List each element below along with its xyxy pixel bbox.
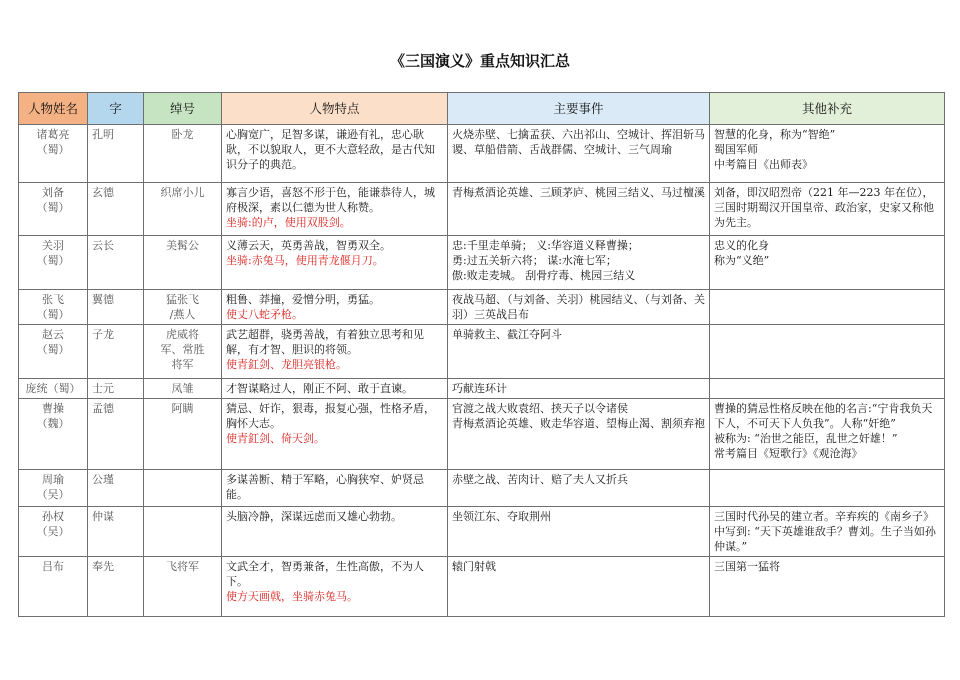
nickname: 飞将军: [166, 560, 199, 573]
cell-zi: [88, 507, 144, 557]
table-row: [19, 379, 945, 399]
event-text: 勇:过五关斩六将； 谋:水淹七军；: [452, 254, 617, 267]
weapon-note: 使青釭剑、倚天剑。: [226, 432, 325, 445]
cell-name: [19, 290, 88, 325]
cell-traits: [222, 507, 448, 557]
cell-zi: [88, 379, 144, 399]
nickname: 猛张飞: [166, 293, 199, 306]
table-row: [19, 183, 945, 236]
cell-other: [710, 470, 945, 507]
other-note: 三国第一猛将: [714, 560, 780, 573]
person-name: 孙权: [42, 510, 64, 523]
event-text: 忠:千里走单骑； 义:华容道义释曹操；: [452, 239, 639, 252]
cell-nickname: [144, 470, 222, 507]
other-note: 常考篇目《短歌行》《观沧海》: [714, 447, 863, 460]
table-row: [19, 125, 945, 183]
cell-name: [19, 507, 88, 557]
nickname: 阿瞒: [171, 402, 194, 415]
person-name: 周瑜: [42, 473, 64, 486]
cell-name: [19, 470, 88, 507]
trait-text: 文武全才，智勇兼备，生性高傲，不为人下。: [226, 560, 424, 588]
cell-other: [710, 507, 945, 557]
table-row: [19, 399, 945, 470]
person-name: 曹操: [42, 402, 64, 415]
person-name: （蜀）: [36, 201, 70, 214]
cell-traits: [222, 290, 448, 325]
cell-other: [710, 125, 945, 183]
cell-nickname: [144, 557, 222, 617]
nickname: 织席小儿: [160, 186, 205, 199]
cell-events: [448, 183, 710, 236]
header-other: 其他补充: [710, 93, 945, 125]
other-note: 称为“义绝”: [714, 254, 770, 267]
cell-other: [710, 183, 945, 236]
table-row: [19, 507, 945, 557]
cell-events: [448, 290, 710, 325]
courtesy-name: 玄德: [92, 186, 114, 199]
cell-name: [19, 125, 88, 183]
cell-zi: [88, 557, 144, 617]
nickname: /燕人: [169, 308, 196, 321]
cell-traits: [222, 325, 448, 379]
courtesy-name: 奉先: [92, 560, 114, 573]
cell-nickname: [144, 399, 222, 470]
other-note: 被称为: “治世之能臣，乱世之奸雄！”: [714, 432, 898, 445]
cell-zi: [88, 325, 144, 379]
cell-traits: [222, 183, 448, 236]
trait-text: 猜忌、奸诈，狠毒，报复心强，性格矛盾，胸怀大志。: [226, 402, 435, 430]
person-name: 关羽: [42, 239, 64, 252]
cell-traits: [222, 557, 448, 617]
person-name: （吴）: [36, 488, 70, 501]
weapon-note: 使青釭剑、龙胆亮银枪。: [226, 358, 347, 371]
table-row: [19, 470, 945, 507]
cell-zi: [88, 470, 144, 507]
nickname: 虎威将: [166, 328, 199, 341]
cell-traits: [222, 125, 448, 183]
weapon-note: 使丈八蛇矛枪。: [226, 308, 303, 321]
other-note: 刘备，即汉昭烈帝（221 年—223 年在位），三国时期蜀汉开国皇帝、政治家，史家又称他为先主。: [714, 186, 934, 229]
person-name: （蜀）: [36, 308, 70, 321]
other-note: 曹操的猜忌性格反映在他的名言:“宁肯我负天下人，不可天下人负我”。人称“奸绝”: [714, 402, 933, 430]
event-text: 青梅煮酒论英雄、败走华容道、望梅止渴、割须弃袍: [452, 417, 705, 430]
event-text: 青梅煮酒论英雄、三顾茅庐、桃园三结义、马过檀溪: [452, 186, 705, 199]
header-events: 主要事件: [448, 93, 710, 125]
courtesy-name: 士元: [92, 382, 114, 395]
weapon-note: 坐骑:的卢，使用双股剑。: [226, 216, 351, 229]
page-title: 《三国演义》重点知识汇总: [389, 52, 570, 70]
trait-text: 寡言少语，喜怒不形于色，能谦恭待人，城府极深，素以仁德为世人称赞。: [226, 186, 435, 214]
weapon-note: 使方天画戟，坐骑赤兔马。: [226, 590, 358, 603]
weapon-note: 坐骑:赤兔马，使用青龙偃月刀。: [226, 254, 384, 267]
cell-name: [19, 557, 88, 617]
cell-zi: [88, 399, 144, 470]
cell-traits: [222, 399, 448, 470]
cell-nickname: [144, 507, 222, 557]
person-name: 刘备: [42, 186, 64, 199]
cell-other: [710, 290, 945, 325]
header-zi: 字: [88, 93, 144, 125]
cell-other: [710, 379, 945, 399]
cell-zi: [88, 290, 144, 325]
cell-events: [448, 236, 710, 290]
cell-nickname: [144, 183, 222, 236]
courtesy-name: 云长: [92, 239, 114, 252]
cell-events: [448, 125, 710, 183]
event-text: 辕门射戟: [452, 560, 496, 573]
other-note: 忠义的化身: [714, 239, 769, 252]
nickname: 军、常胜: [160, 343, 205, 356]
cell-name: [19, 379, 88, 399]
person-name: 诸葛亮: [36, 128, 70, 141]
trait-text: 义薄云天，英勇善战，智勇双全。: [226, 239, 391, 252]
event-text: 傲:败走麦城。 刮骨疗毒、桃园三结义: [452, 269, 636, 282]
person-name: （魏）: [36, 417, 70, 430]
cell-name: [19, 236, 88, 290]
cell-zi: [88, 236, 144, 290]
courtesy-name: 孔明: [92, 128, 114, 141]
cell-nickname: [144, 379, 222, 399]
cell-zi: [88, 183, 144, 236]
cell-other: [710, 236, 945, 290]
event-text: 火烧赤壁、七擒孟获、六出祁山、空城计、挥泪斩马谡、草船借箭、舌战群儒、空城计、三气周瑜: [452, 128, 705, 156]
event-text: 单骑救主、截江夺阿斗: [452, 328, 562, 341]
cell-events: [448, 507, 710, 557]
event-text: 官渡之战大败袁绍、挟天子以令诸侯: [452, 402, 628, 415]
cell-other: [710, 557, 945, 617]
courtesy-name: 孟德: [92, 402, 114, 415]
cell-nickname: [144, 125, 222, 183]
person-name: 庞统（蜀）: [25, 382, 81, 395]
cell-traits: [222, 379, 448, 399]
trait-text: 头脑冷静，深谋远虑而又雄心勃勃。: [226, 510, 402, 523]
cell-nickname: [144, 290, 222, 325]
header-nickname: 绰号: [144, 93, 222, 125]
event-text: 赤壁之战、苦肉计、赔了夫人又折兵: [452, 473, 628, 486]
person-name: （蜀）: [36, 343, 70, 356]
cell-name: [19, 183, 88, 236]
courtesy-name: 翼德: [92, 293, 114, 306]
cell-events: [448, 379, 710, 399]
trait-text: 粗鲁、莽撞，爱憎分明，勇猛。: [226, 293, 380, 306]
cell-name: [19, 325, 88, 379]
person-name: （蜀）: [36, 143, 70, 156]
courtesy-name: 公瑾: [92, 473, 114, 486]
table-row: [19, 236, 945, 290]
cell-zi: [88, 125, 144, 183]
other-note: 蜀国军师: [714, 143, 758, 156]
other-note: 中考篇目《出师表》: [714, 158, 813, 171]
cell-name: [19, 399, 88, 470]
table-row: [19, 290, 945, 325]
nickname: 将军: [171, 358, 194, 371]
other-note: 三国时代孙吴的建立者。辛弃疾的《南乡子》中写到: “天下英雄谁敌手？曹刘。生子当如孙仲谋。”: [714, 510, 936, 553]
header-name: 人物姓名: [19, 93, 88, 125]
trait-text: 心胸宽广，足智多谋，谦逊有礼，忠心耿耿，不以貌取人，更不大意轻敌，是古代知识分子的典范。: [226, 128, 435, 171]
courtesy-name: 仲谋: [92, 510, 114, 523]
event-text: 夜战马超、（与刘备、关羽）桃园结义、（与刘备、关羽）三英战吕布: [452, 293, 705, 321]
cell-other: [710, 325, 945, 379]
person-name: 吕布: [42, 560, 64, 573]
trait-text: 才智谋略过人，刚正不阿、敢于直谏。: [226, 382, 413, 395]
person-name: （吴）: [36, 525, 70, 538]
table-row: [19, 325, 945, 379]
cell-traits: [222, 470, 448, 507]
person-name: 赵云: [42, 328, 64, 341]
table-row: [19, 557, 945, 617]
person-name: （蜀）: [36, 254, 70, 267]
person-name: 张飞: [42, 293, 64, 306]
nickname: 凤雏: [171, 382, 194, 395]
event-text: 坐领江东、夺取荆州: [452, 510, 551, 523]
cell-events: [448, 470, 710, 507]
cell-traits: [222, 236, 448, 290]
courtesy-name: 子龙: [92, 328, 114, 341]
header-traits: 人物特点: [222, 93, 448, 125]
cell-events: [448, 399, 710, 470]
cell-nickname: [144, 236, 222, 290]
nickname: 美髯公: [166, 239, 199, 252]
summary-table: [18, 92, 945, 617]
nickname: 卧龙: [171, 128, 194, 141]
cell-nickname: [144, 325, 222, 379]
cell-other: [710, 399, 945, 470]
header-row: [19, 93, 945, 125]
trait-text: 武艺超群，骁勇善战，有着独立思考和见解，有才智、胆识的将领。: [226, 328, 424, 356]
cell-events: [448, 325, 710, 379]
event-text: 巧献连环计: [452, 382, 507, 395]
trait-text: 多谋善断、精于军略，心胸狭窄、妒贤忌能。: [226, 473, 424, 501]
cell-events: [448, 557, 710, 617]
other-note: 智慧的化身，称为“智绝”: [714, 128, 836, 141]
